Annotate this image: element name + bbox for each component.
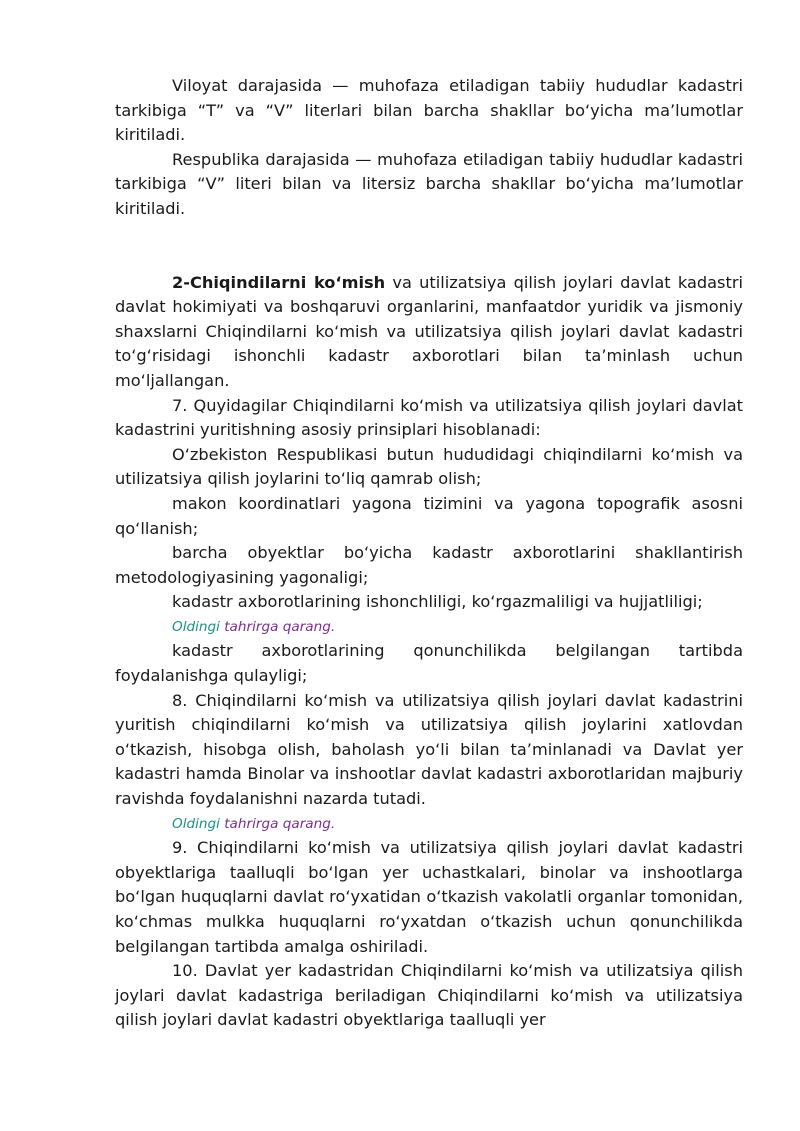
paragraph-item-9: 9. Chiqindilarni ko‘mish va utilizatsiya qilish joylari davlat kadastri obyektlariga taalluqli bo‘lgan yer uchastkalari, binolar va inshootlarga bo‘lgan huquqlarni davlat ro‘yxatidan o‘tkazish vakolatli organlar tomonidan, ko‘chmas mulkka huquqlarni ro‘yxatdan o‘tkazish uchun qonunchilikda belgilangan tartibda amalga oshiriladi. <box>115 838 743 956</box>
paragraph-gap <box>115 222 743 271</box>
paragraph-item-10: 10. Davlat yer kadastridan Chiqindilarni ko‘mish va utilizatsiya qilish joylari davlat kadastriga beriladigan Chiqindilarni ko‘mish va utilizatsiya qilish joylari davlat kadastri obyektlariga taalluqli yer <box>115 961 743 1030</box>
paragraph-principle-coordinates: makon koordinatlari yagona tizimini va yagona topografik asosni qo‘llanish; <box>115 493 743 538</box>
previous-edition-link-2[interactable] <box>115 812 743 837</box>
previous-link-word[interactable]: Oldingi <box>172 815 220 832</box>
paragraph-principle-accessibility: kadastr axborotlarining qonunchilikda belgilangan tartibda foydalanishga qulayligi; <box>115 641 743 686</box>
paragraph-viloyat: Viloyat darajasida — muhofaza etiladigan tabiiy hududlar kadastri tarkibiga “T” va “V” literlari bilan barcha shakllar bo‘yicha ma’lumotlar kiritiladi. <box>115 76 743 145</box>
document-page <box>115 74 743 1033</box>
previous-edition-link[interactable] <box>115 615 743 640</box>
paragraph-item-7: 7. Quyidagilar Chiqindilarni ko‘mish va utilizatsiya qilish joylari davlat kadastrini yuritishning asosiy prinsiplari hisoblanadi: <box>115 395 743 440</box>
section-heading: 2-Chiqindilarni ko‘mish <box>172 272 386 292</box>
paragraph-section-2 <box>115 271 743 394</box>
paragraph-respublika: Respublika darajasida — muhofaza etiladigan tabiiy hududlar kadastri tarkibiga “V” literi bilan va litersiz barcha shakllar bo‘yicha ma’lumotlar kiritiladi. <box>115 149 743 218</box>
previous-link-word[interactable]: Oldingi <box>172 618 220 635</box>
edition-link-text[interactable]: tahrirga qarang. <box>219 815 336 832</box>
paragraph-principle-coverage: O‘zbekiston Respublikasi butun hududidagi chiqindilarni ko‘mish va utilizatsiya qilish joylarini to‘liq qamrab olish; <box>115 444 743 489</box>
paragraph-item-8: 8. Chiqindilarni ko‘mish va utilizatsiya qilish joylari davlat kadastrini yuritish chiqindilarni ko‘mish va utilizatsiya qilish joylarini xatlovdan o‘tkazish, hisobga olish, baholash yo‘li bilan ta’minlanadi va Davlat yer kadastri hamda Binolar va inshootlar davlat kadastri axborotlaridan majburiy ravishda foydalanishni nazarda tutadi. <box>115 690 743 809</box>
section-intro-text: va utilizatsiya qilish joylari davlat kadastri davlat hokimiyati va boshqaruvi organlarini, manfaatdor yuridik va jismoniy shaxslarni Chiqindilarni ko‘mish va utilizatsiya qilish joylari davlat kadastri to‘g‘risidagi ishonchli kadastr axborotlari bilan ta’minlash uchun mo‘ljallangan. <box>115 272 743 390</box>
edition-link-text[interactable]: tahrirga qarang. <box>219 618 336 635</box>
paragraph-principle-methodology: barcha obyektlar bo‘yicha kadastr axborotlarini shakllantirish metodologiyasining yagonaligi; <box>115 543 743 587</box>
paragraph-principle-reliability: kadastr axborotlarining ishonchliligi, ko‘rgazmaliligi va hujjatliligi; <box>172 592 703 612</box>
